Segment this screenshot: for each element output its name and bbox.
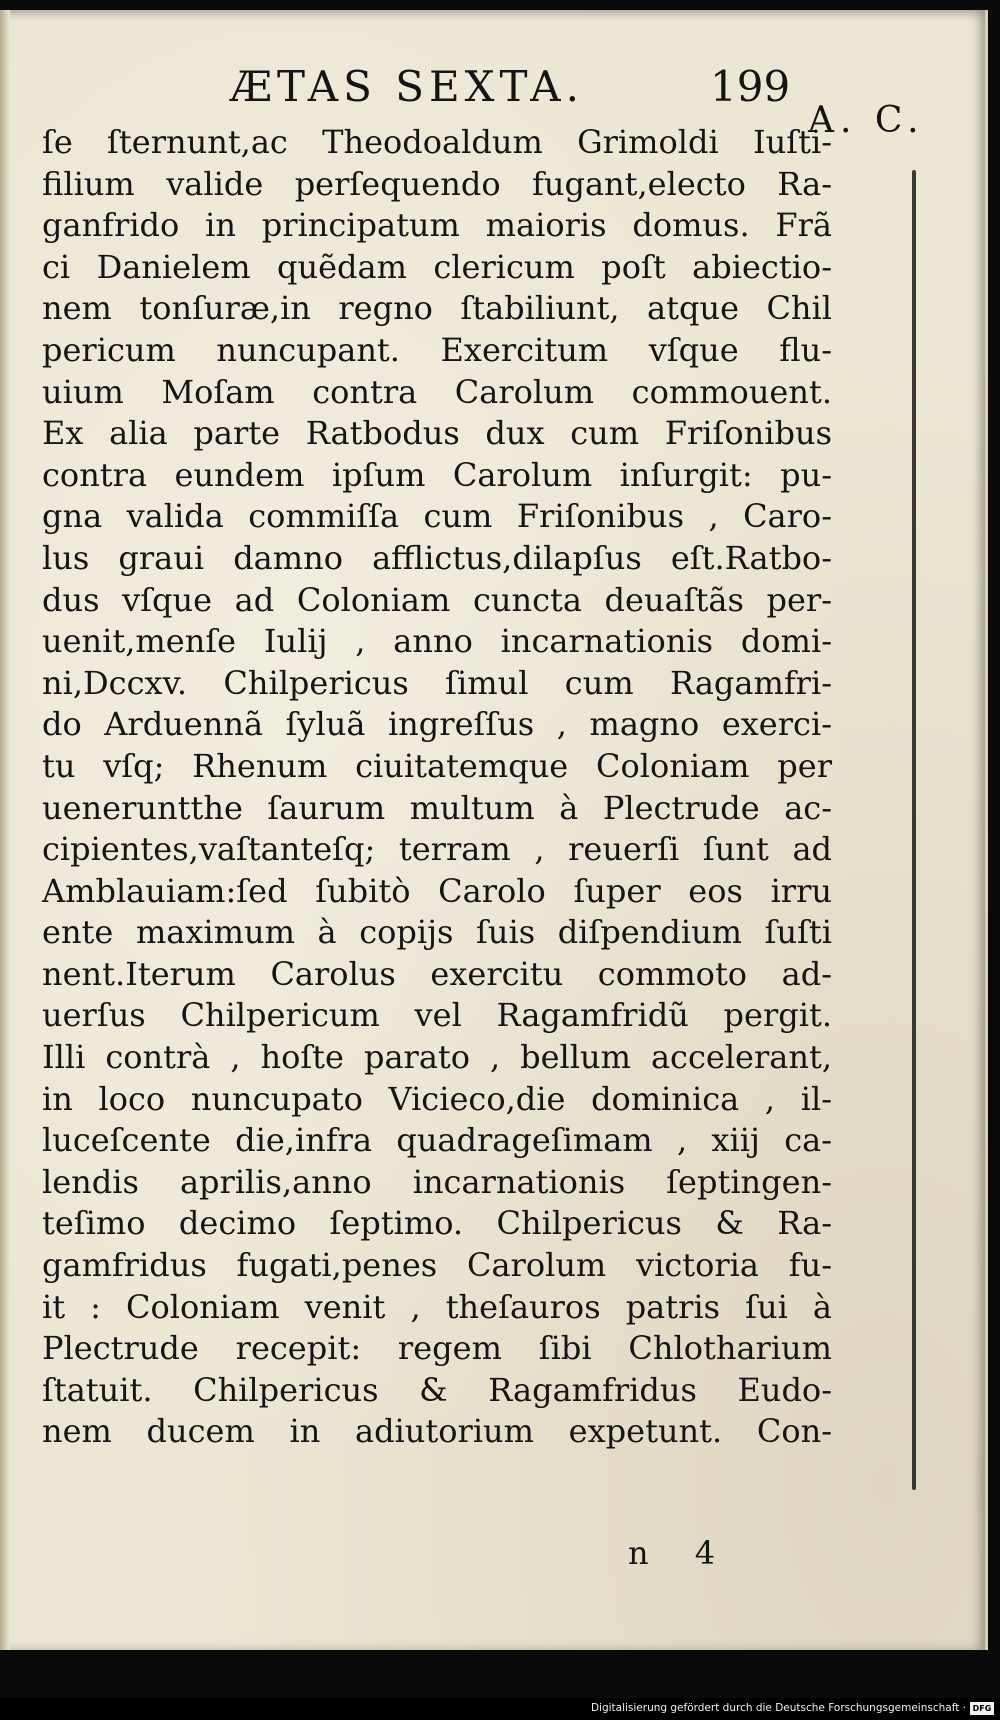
text-line: Amblauiam:ſed ſubitò Carolo ſuper eos irru <box>42 871 832 910</box>
text-line: gamfridus fugati,penes Carolum victoria fu- <box>42 1246 832 1285</box>
text-line: nem tonſuræ,in regno ſtabiliunt, atque Chil <box>42 289 832 328</box>
text-line: pericum nuncupant. Exercitum vſque flu- <box>42 330 832 369</box>
body-text <box>42 122 832 1453</box>
text-line: Ex alia parte Ratbodus dux cum Friſonibus <box>42 414 832 453</box>
text-line: cipientes,vaſtanteſq; terram , reuerſi ſunt ad <box>42 830 832 869</box>
text-line: nent.Iterum Carolus exercitu commoto ad- <box>42 954 832 993</box>
book-page <box>0 10 988 1650</box>
footer-credit: Digitalisierung gefördert durch die Deutsche Forschungsgemeinschaft · <box>590 1702 966 1714</box>
dfg-logo: DFG <box>970 1702 994 1715</box>
text-line: nem ducem in adiutorium expetunt. Con- <box>42 1412 832 1451</box>
footer-bar <box>0 1698 1000 1720</box>
text-line: uenit,menſe Iulij , anno incarnationis domi- <box>42 622 832 661</box>
text-line: ſe ſternunt,ac Theodoaldum Grimoldi Iuſti- <box>42 123 832 161</box>
bleed-through-ink <box>50 1570 60 1605</box>
text-line: ci Danielem quẽdam clericum poſt abiectio- <box>42 247 832 286</box>
signature-mark: n 4 <box>628 1534 734 1572</box>
text-line: tu vſq; Rhenum ciuitatemque Coloniam per <box>42 746 832 785</box>
text-line: ſtatuit. Chilpericus & Ragamfridus Eudo- <box>42 1370 832 1409</box>
text-line: lendis aprilis,anno incarnationis ſeptingen- <box>42 1162 832 1201</box>
text-line: gna valida commiſſa cum Friſonibus , Caro- <box>42 497 832 536</box>
text-line: lus graui damno afflictus,dilapſus eſt.Ratbo- <box>42 538 832 577</box>
running-head <box>190 62 790 112</box>
margin-rule <box>912 170 916 1490</box>
text-line: dus vſque ad Coloniam cuncta deuaſtãs per- <box>42 580 832 619</box>
text-line: it : Coloniam venit , theſauros patris ſui à <box>42 1287 832 1326</box>
text-line: ganfrido in principatum maioris domus. Frã <box>42 206 832 245</box>
margin-note: A. C. <box>808 100 925 141</box>
text-line: contra eundem ipſum Carolum inſurgit: pu- <box>42 455 832 494</box>
text-line: do Arduennã ſyluã ingreſſus , magno exerci- <box>42 705 832 744</box>
text-line: ente maximum à copijs ſuis diſpendium ſuſti <box>42 913 832 952</box>
page-number: 199 <box>710 62 791 111</box>
text-line: uium Moſam contra Carolum commouent. <box>42 372 832 411</box>
text-line: Plectrude recepit: regem ſibi Chlotharium <box>42 1329 832 1368</box>
text-line: filium valide perſequendo fugant,electo Ra- <box>42 164 832 203</box>
text-line: in loco nuncupato Vicieco,die dominica , il- <box>42 1079 832 1118</box>
text-line: ueneruntthe ſaurum multum à Plectrude ac- <box>42 788 832 827</box>
text-line: teſimo decimo ſeptimo. Chilpericus & Ra- <box>42 1204 832 1243</box>
running-title: ÆTAS SEXTA. <box>230 62 584 111</box>
page-spine-shadow <box>0 10 10 1650</box>
text-line: uerſus Chilpericum vel Ragamfridũ pergit. <box>42 996 832 1035</box>
text-line: luceſcente die,infra quadrageſimam , xiij ca- <box>42 1121 832 1160</box>
text-line: Illi contrà , hoſte parato , bellum accelerant, <box>42 1038 832 1077</box>
text-line: ni,Dccxv. Chilpericus ſimul cum Ragamfri- <box>42 663 832 702</box>
